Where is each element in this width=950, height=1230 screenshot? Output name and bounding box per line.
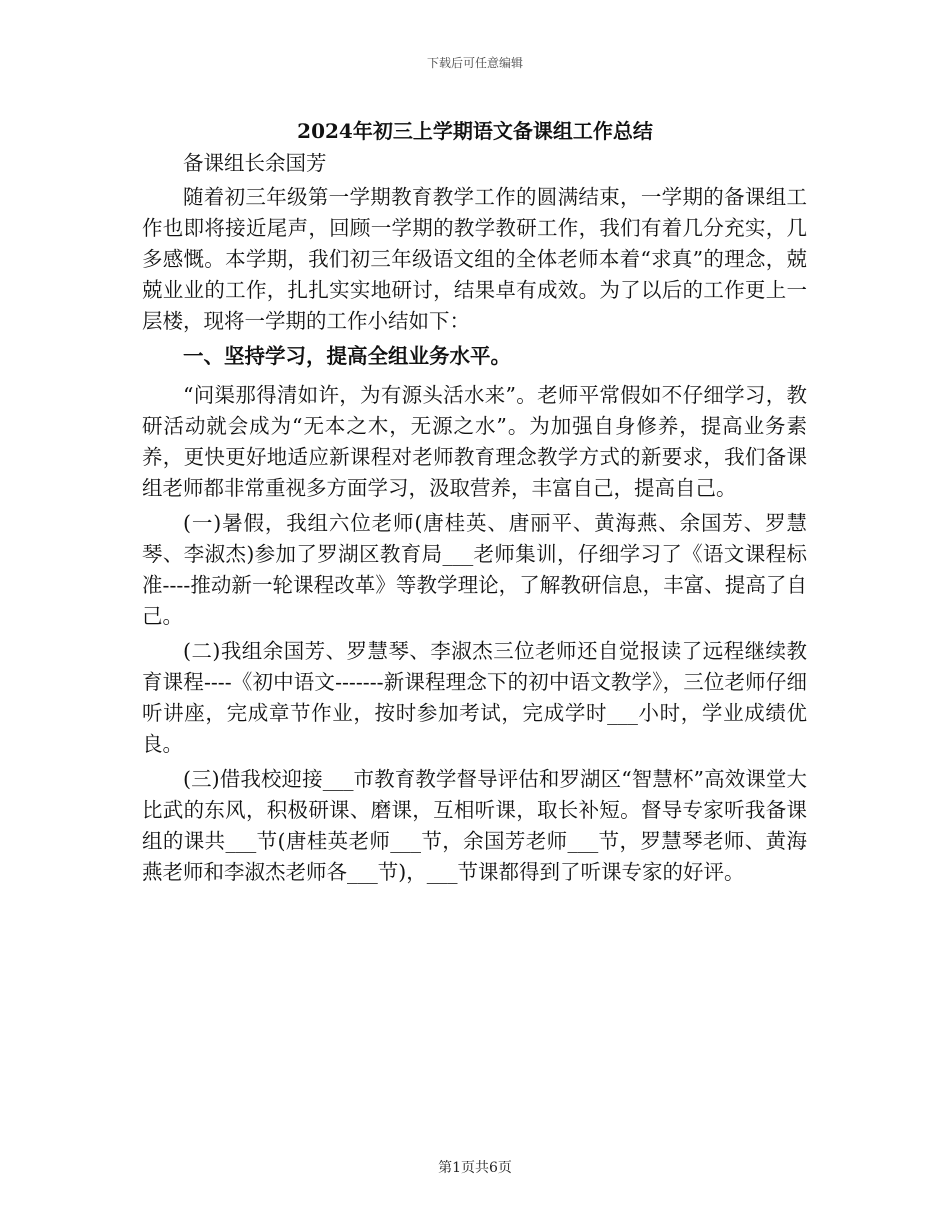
author-line: 备课组长余国芳	[183, 151, 327, 175]
body-paragraph: (二)我组余国芳、罗慧琴、李淑杰三位老师还自觉报读了远程继续教育课程----《初中语文-------新课程理念下的初中语文教学》，三位老师仔细听讲座，完成章节作业，按时参加考试，完成学时___小时，学业成绩优良。	[142, 639, 807, 756]
document-title: 2024年初三上学期语文备课组工作总结	[297, 119, 653, 143]
page-number: 第1页共6页	[438, 1160, 512, 1176]
intro-paragraph: 随着初三年级第一学期教育教学工作的圆满结束，一学期的备课组工作也即将接近尾声，回顾一学期的教学教研工作，我们有着几分充实，几多感慨。本学期，我们初三年级语文组的全体老师本着“求真”的理念，兢兢业业的工作，扎扎实实地研讨，结果卓有成效。为了以后的工作更上一层楼，现将一学期的工作小结如下：	[142, 185, 807, 333]
body-paragraph: (一)暑假，我组六位老师(唐桂英、唐丽平、黄海燕、余国芳、罗慧琴、李淑杰)参加了罗湖区教育局___老师集训，仔细学习了《语文课程标准----推动新一轮课程改革》等教学理论，了解教研信息，丰富、提高了自己。	[142, 511, 807, 628]
body-paragraph: (三)借我校迎接___市教育教学督导评估和罗湖区“智慧杯”高效课堂大比武的东风，积极研课、磨课，互相听课，取长补短。督导专家听我备课组的课共___节(唐桂英老师___节，余国芳老师___节，罗慧琴老师、黄海燕老师和李淑杰老师各___节)，___节课都得到了听课专家的好评。	[142, 767, 807, 884]
section-heading: 一、坚持学习，提高全组业务水平。	[183, 344, 511, 368]
page-header-note: 下载后可任意编辑	[426, 56, 523, 70]
body-paragraph: “问渠那得清如许，为有源头活水来”。老师平常假如不仔细学习，教研活动就会成为“无本之木，无源之水”。为加强自身修养，提高业务素养，更快更好地适应新课程对老师教育理念教学方式的新要求，我们备课组老师都非常重视多方面学习，汲取营养，丰富自己，提高自己。	[142, 383, 807, 500]
document-body	[142, 148, 807, 892]
